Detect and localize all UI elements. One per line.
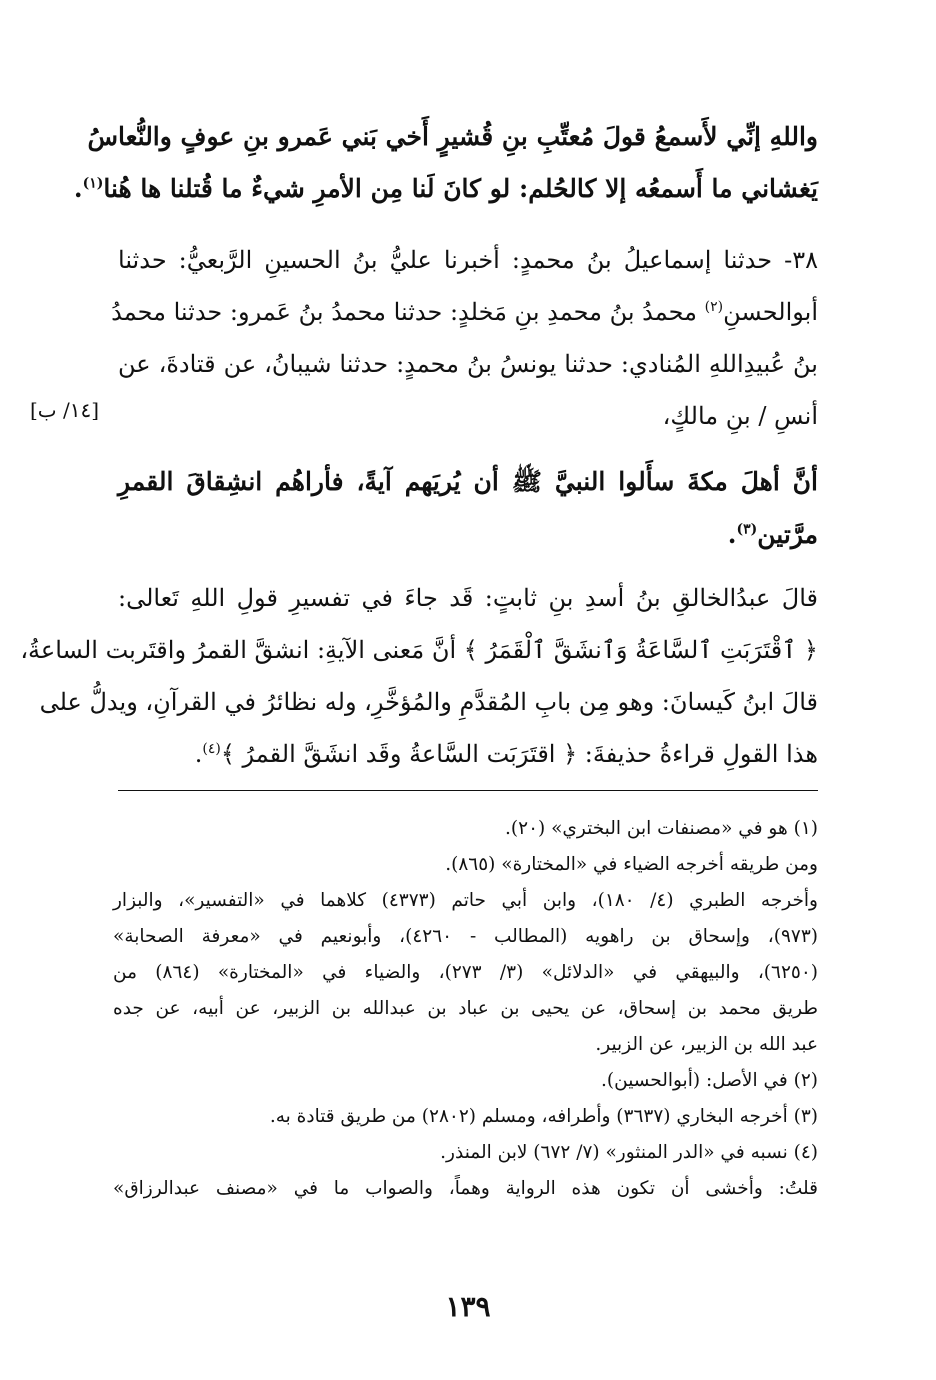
footnote-divider (118, 790, 818, 791)
tafsir-line-1: قالَ عبدُالخالقِ بنُ أسدِ بنِ ثابتٍ: قَد جاءَ في تفسيرِ قولِ اللهِ تَعالى: (118, 584, 818, 612)
footnote-4: (٤) نسبه في «الدر المنثور» (٧/ ٦٧٢) لابن المنذر. (440, 1142, 818, 1163)
footnote-1: (١) هو في «مصنفات ابن البختري» (٢٠). (505, 818, 818, 839)
matn-end: . (727, 520, 737, 549)
isnad-line-3: بنُ عُبيدِاللهِ المُنادي: حدثنا يونسُ بنُ محمدٍ: حدثنا شيبانُ، عن قتادةَ، عن (118, 350, 818, 378)
tafsir-line-4 (118, 740, 818, 768)
isnad-line-1: ٣٨- حدثنا إسماعيلُ بنُ محمدٍ: أخبرنا عليُّ بنُ الحسينِ الرَّبعيُّ: حدثنا (118, 246, 818, 274)
paragraph-1-text: يَغشاني ما أَسمعُه إلا كالحُلم: لو كانَ لَنا مِن الأمرِ شيءٌ ما قُتلنا ها هُنا (103, 174, 818, 203)
matn-line-2 (118, 520, 818, 549)
footnote-ref-4: (٤) (202, 741, 221, 757)
footnote-4-b: قلتُ: وأخشى أن تكون هذه الرواية وهماً، والصواب ما في «مصنف عبدالرزاق» (113, 1178, 818, 1199)
paragraph-1-end: . (73, 174, 83, 203)
matn-line-1: أنَّ أهلَ مكةَ سأَلوا النبيَّ ﷺ أن يُريَهم آيةً، فأراهُم انشِقاقَ القمرِ (118, 467, 818, 496)
isnad-name: أبوالحسنِ (723, 298, 818, 326)
isnad-line-2-rest: محمدُ بنُ محمدِ بنِ مَخلدٍ: حدثنا محمدُ بنُ عَمرو: حدثنا محمدُ (111, 298, 705, 326)
footnote-3: (٣) أخرجه البخاري (٣٦٣٧) وأطرافه، ومسلم (٢٨٠٢) من طريق قتادة به. (269, 1106, 818, 1127)
footnote-1-d: (٩٧٣)، وإسحاق بن راهويه (المطالب - ٤٢٦٠)، وأبونعيم في «معرفة الصحابة» (113, 926, 818, 947)
tafsir-line-2: ﴿ ٱقْتَرَبَتِ ٱلسَّاعَةُ وَٱنشَقَّ ٱلْقَمَرُ ﴾ أنَّ مَعنى الآيةِ: انشقَّ القمرُ واقتَربت الساعةُ، (20, 636, 818, 664)
page-number: ١٣٩ (445, 1290, 491, 1323)
footnote-ref-3: (٣) (736, 521, 758, 538)
tafsir-text: هذا القولِ قراءةُ حذيفةَ: ﴿ اقتَرَبَت السَّاعةُ وقَد انشَقَّ القمرُ ﴾ (220, 740, 818, 768)
paragraph-1-line-2 (73, 174, 818, 203)
isnad-line-2 (111, 298, 818, 326)
footnote-1-c: وأخرجه الطبري (٤/ ١٨٠)، وابن أبي حاتم (٤٣٧٣) كلاهما في «التفسير»، والبزار (113, 890, 818, 911)
footnote-2: (٢) في الأصل: (أبوالحسين). (601, 1070, 818, 1091)
isnad-line-4: أنسِ / بنِ مالكٍ، (662, 402, 818, 430)
footnote-1-g: عبد الله بن الزبير، عن الزبير. (595, 1034, 818, 1055)
paragraph-1-line-1: واللهِ إنِّي لأَسمعُ قولَ مُعتِّبِ بنِ قُشيرٍ أَخي بَني عَمرو بنِ عوفٍ والنُّعاسُ (87, 122, 818, 151)
manuscript-folio-ref: [١٤/ ب] (30, 398, 100, 422)
tafsir-end: . (194, 740, 203, 768)
matn-text: مرَّتين (757, 520, 818, 549)
footnote-1-b: ومن طريقه أخرجه الضياء في «المختارة» (٨٦٥). (445, 854, 818, 875)
tafsir-line-3: قالَ ابنُ كَيسانَ: وهو مِن بابِ المُقدَّمِ والمُؤخَّرِ، وله نظائرُ في القرآنِ، ويدلُّ على (39, 688, 818, 716)
footnote-ref-2: (٢) (704, 299, 724, 315)
footnote-1-e: (٦٢٥٠)، والبيهقي في «الدلائل» (٣/ ٢٧٣)، والضياء في «المختارة» (٨٦٤) من (113, 962, 818, 983)
footnote-1-f: طريق محمد بن إسحاق، عن يحيى بن عباد بن عبدالله بن الزبير، عن أبيه، عن جده (113, 998, 818, 1019)
footnote-ref-1: (١) (82, 175, 104, 192)
